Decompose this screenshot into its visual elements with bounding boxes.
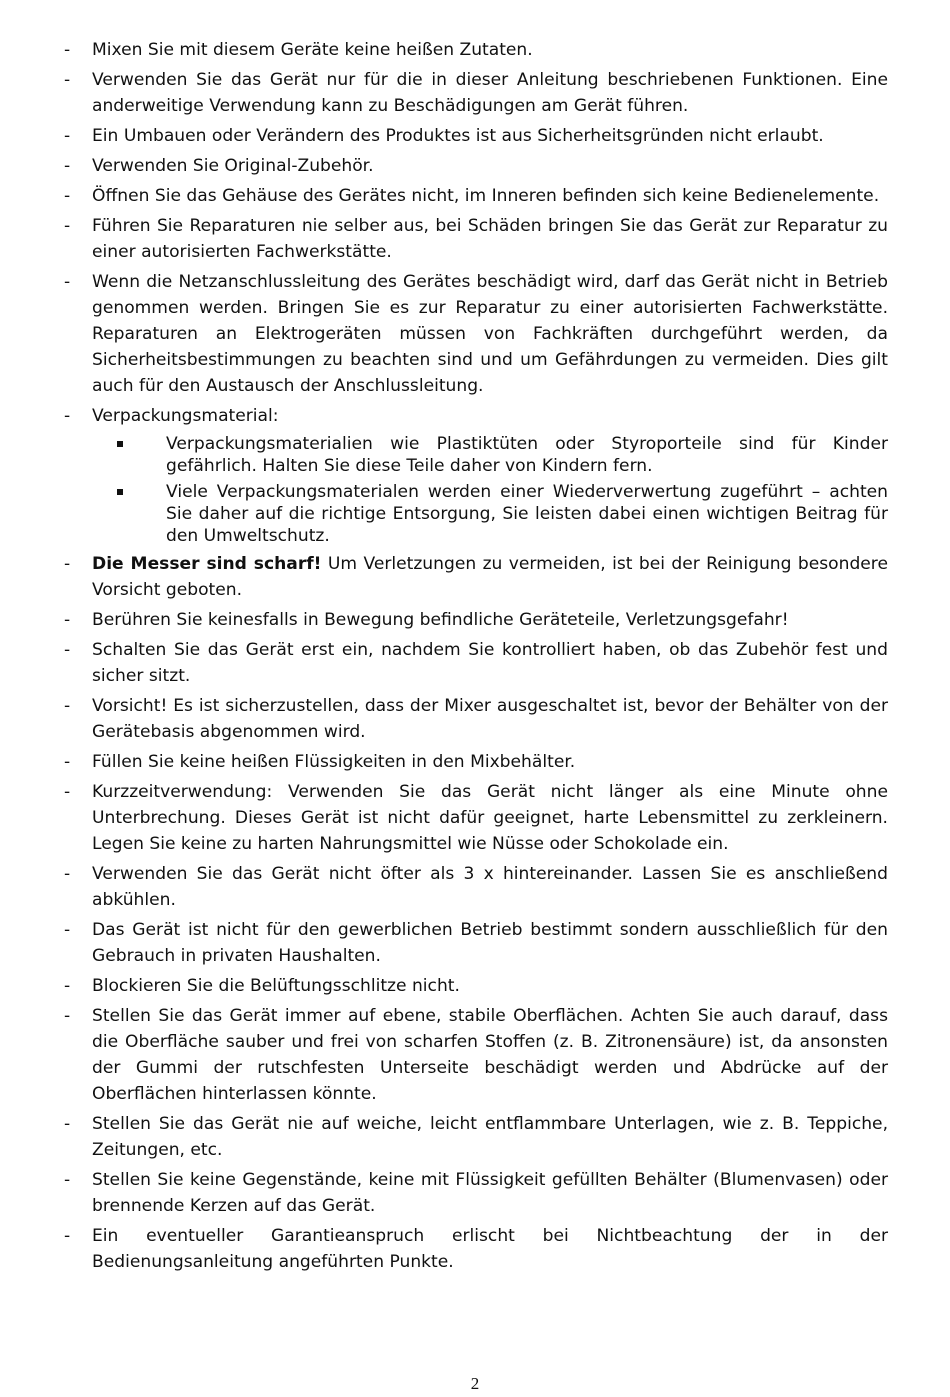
- dash-bullet: -: [64, 782, 71, 802]
- dash-bullet: -: [64, 640, 71, 660]
- dash-bullet: -: [64, 70, 71, 90]
- sublist-item-text: Viele Verpackungsmaterialen werden einer Wiederverwertung zugeführt – achten Sie daher auf die richtige Entsorgung, Sie leisten dabei einen wichtigen Beitrag für den Umweltschutz.: [166, 482, 888, 546]
- list-item-text: Verwenden Sie Original-Zubehör.: [92, 156, 374, 176]
- knife-warning-item: [62, 551, 888, 603]
- list-item-text: Führen Sie Reparaturen nie selber aus, bei Schäden bringen Sie das Gerät zur Reparatur zu einer autorisierten Fachwerkstätte.: [92, 216, 888, 262]
- list-item: [62, 183, 888, 209]
- dash-bullet: -: [64, 156, 71, 176]
- list-item-text: Verpackungsmaterial:: [92, 406, 279, 426]
- page-number: 2: [470, 1374, 480, 1393]
- list-item: [62, 607, 888, 633]
- instructions-page: [62, 37, 888, 1279]
- dash-bullet: -: [64, 1006, 71, 1026]
- list-item: [62, 213, 888, 265]
- dash-bullet: -: [64, 976, 71, 996]
- list-item: [62, 693, 888, 745]
- dash-bullet: -: [64, 864, 71, 884]
- list-item-text: Das Gerät ist nicht für den gewerblichen Betrieb bestimmt sondern ausschließlich für den Gebrauch in privaten Haushalten.: [92, 920, 888, 966]
- list-item: [62, 973, 888, 999]
- list-item: [62, 67, 888, 119]
- knife-warning-rest: Um Verletzungen zu vermeiden, ist bei der Reinigung besondere Vorsicht geboten.: [92, 554, 888, 600]
- list-item-text: Wenn die Netzanschlussleitung des Gerätes beschädigt wird, darf das Gerät nicht in Betrieb genommen werden. Bringen Sie es zur Reparatur zu einer autorisierten Fachwerkstätte. Reparaturen an Elektrogeräten müssen von Fachkräften durchgeführt werden, da Sicherheitsbestimmungen zu beachten sind und um Gefährdungen zu vermeiden. Dies gilt auch für den Austausch der Anschlussleitung.: [92, 272, 888, 396]
- list-item: [62, 1167, 888, 1219]
- list-item-text: Ein eventueller Garantieanspruch erlischt bei Nichtbeachtung der in der Bedienungsanleitung angeführten Punkte.: [92, 1226, 888, 1272]
- list-item-text: Stellen Sie das Gerät nie auf weiche, leicht entflammbare Unterlagen, wie z. B. Teppiche, Zeitungen, etc.: [92, 1114, 888, 1160]
- list-item: [62, 861, 888, 913]
- dash-bullet: -: [64, 920, 71, 940]
- list-item: [62, 37, 888, 63]
- list-item: [62, 403, 888, 429]
- list-item-text: Verwenden Sie das Gerät nur für die in dieser Anleitung beschriebenen Funktionen. Eine anderweitige Verwendung kann zu Beschädigungen am Gerät führen.: [92, 70, 888, 116]
- list-item-text: [92, 551, 888, 603]
- list-item: [62, 1111, 888, 1163]
- list-item-text: Blockieren Sie die Belüftungsschlitze nicht.: [92, 976, 460, 996]
- dash-bullet: -: [64, 752, 71, 772]
- dash-bullet: -: [64, 40, 71, 60]
- dash-bullet: -: [64, 272, 71, 292]
- dash-bullet: -: [64, 406, 71, 426]
- list-item-text: Stellen Sie keine Gegenstände, keine mit Flüssigkeit gefüllten Behälter (Blumenvasen) oder brennende Kerzen auf das Gerät.: [92, 1170, 888, 1216]
- dash-bullet: -: [64, 1226, 71, 1246]
- square-bullet-icon: [62, 433, 166, 477]
- dash-bullet: -: [64, 1170, 71, 1190]
- knife-warning-bold: Die Messer sind scharf!: [92, 554, 322, 574]
- list-item: [62, 123, 888, 149]
- dash-bullet: -: [64, 1114, 71, 1134]
- list-item: [62, 779, 888, 857]
- square-bullet-icon: [62, 481, 166, 547]
- list-item-text: Kurzzeitverwendung: Verwenden Sie das Gerät nicht länger als eine Minute ohne Unterbrechung. Dieses Gerät ist nicht dafür geeignet, harte Lebensmittel zu zerkleinern. Legen Sie keine zu harten Nahrungsmittel wie Nüsse oder Schokolade ein.: [92, 782, 888, 854]
- dash-bullet: -: [64, 126, 71, 146]
- list-item-text: Mixen Sie mit diesem Geräte keine heißen Zutaten.: [92, 40, 533, 60]
- list-item: [62, 1003, 888, 1107]
- list-item: [62, 153, 888, 179]
- list-item: [62, 1223, 888, 1275]
- list-item-text: Öffnen Sie das Gehäuse des Gerätes nicht, im Inneren befinden sich keine Bedienelemente.: [92, 186, 880, 206]
- list-item: [62, 749, 888, 775]
- list-item-text: Ein Umbauen oder Verändern des Produktes ist aus Sicherheitsgründen nicht erlaubt.: [92, 126, 824, 146]
- dash-bullet: -: [64, 186, 71, 206]
- list-item-text: Stellen Sie das Gerät immer auf ebene, stabile Oberflächen. Achten Sie auch darauf, dass die Oberfläche sauber und frei von scharfen Stoffen (z. B. Zitronensäure) ist, da ansonsten der Gummi der rutschfesten Unterseite beschädigt werden und Abdrücke auf der Oberflächen hinterlassen könnte.: [92, 1006, 888, 1104]
- list-item-text: Schalten Sie das Gerät erst ein, nachdem Sie kontrolliert haben, ob das Zubehör fest und sicher sitzt.: [92, 640, 888, 686]
- list-item: [62, 917, 888, 969]
- list-item: [62, 637, 888, 689]
- list-item-text: Berühren Sie keinesfalls in Bewegung befindliche Geräteteile, Verletzungsgefahr!: [92, 610, 789, 630]
- dash-bullet: -: [64, 216, 71, 236]
- dash-bullet: -: [64, 696, 71, 716]
- list-item: [62, 269, 888, 399]
- list-item-text: Vorsicht! Es ist sicherzustellen, dass der Mixer ausgeschaltet ist, bevor der Behälter von der Gerätebasis abgenommen wird.: [92, 696, 888, 742]
- dash-bullet: -: [64, 610, 71, 630]
- dash-bullet: -: [64, 554, 71, 574]
- sublist-item-text: Verpackungsmaterialien wie Plastiktüten oder Styroporteile sind für Kinder gefährlich. Halten Sie diese Teile daher von Kindern fern.: [166, 434, 888, 476]
- list-item-text: Verwenden Sie das Gerät nicht öfter als 3 x hintereinander. Lassen Sie es anschließend abkühlen.: [92, 864, 888, 910]
- sublist-item: [62, 433, 888, 477]
- packaging-sublist: [62, 433, 888, 547]
- sublist-item: [62, 481, 888, 547]
- list-item-text: Füllen Sie keine heißen Flüssigkeiten in den Mixbehälter.: [92, 752, 576, 772]
